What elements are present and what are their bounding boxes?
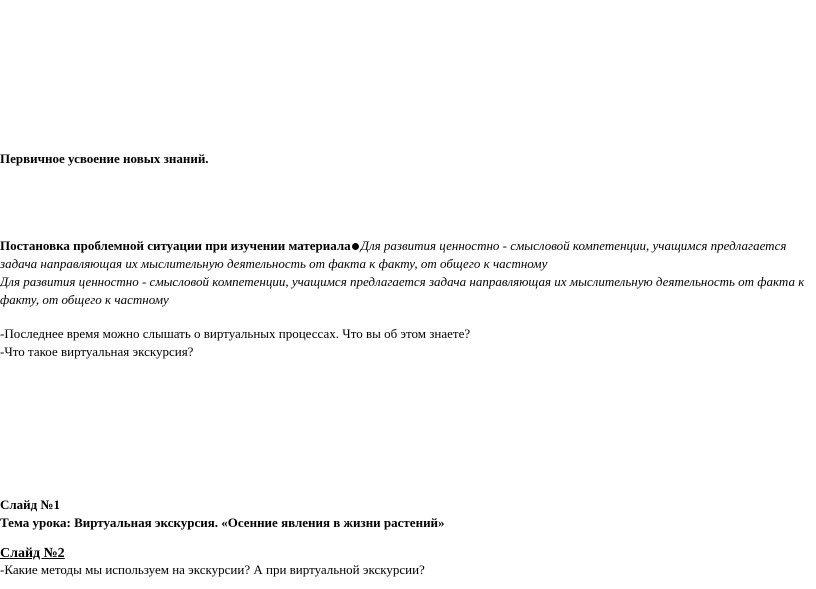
- slide2-title: Слайд №2: [0, 546, 65, 561]
- repeat-text-line1: Для развития ценностно - смысловой компетенции, учащимся предлагается задача направляющая их мыслительную деятельность от факта к: [0, 274, 805, 289]
- bullet-text-line2: задача направляющая их мыслительную деятельность от факта к факту, от общего к частному: [0, 256, 548, 271]
- question-virtual-processes: -Последнее время можно слышать о виртуальных процессах. Что вы об этом знаете?: [0, 326, 471, 341]
- section-heading-primary-learning: Первичное усвоение новых знаний.: [0, 151, 209, 166]
- slide2-question: -Какие методы мы используем на экскурсии? А при виртуальной экскурсии?: [0, 562, 425, 577]
- problem-situation-paragraph-line1: [0, 237, 786, 254]
- bullet-text-line1: Для развития ценностно - смысловой компетенции, учащимся предлагается: [360, 238, 787, 253]
- problem-situation-heading: Постановка проблемной ситуации при изучении материала: [0, 238, 351, 253]
- question-virtual-excursion: -Что такое виртуальная экскурсия?: [0, 344, 194, 359]
- repeat-text-line2: факту, от общего к частному: [0, 292, 169, 307]
- lesson-topic: Тема урока: Виртуальная экскурсия. «Осенние явления в жизни растений»: [0, 515, 445, 530]
- bullet-icon: [352, 243, 359, 250]
- slide1-title: Слайд №1: [0, 497, 61, 512]
